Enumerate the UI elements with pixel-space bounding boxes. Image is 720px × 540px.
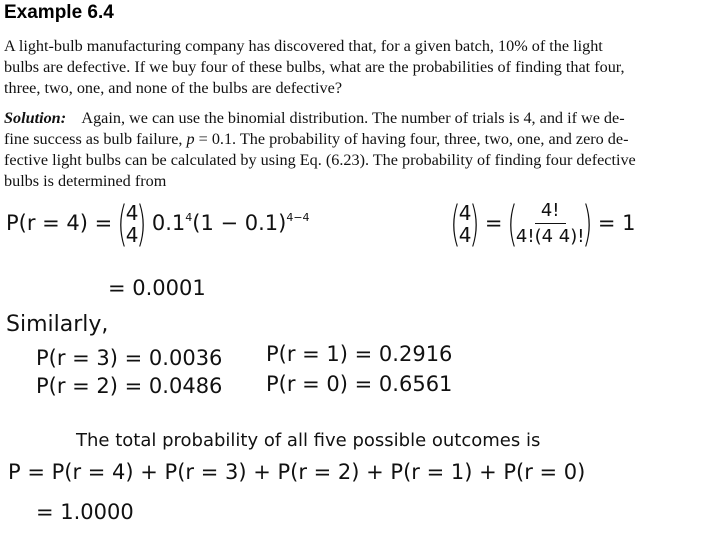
equation-p4-result: = 0.0001	[108, 276, 206, 300]
equals-sign: =	[484, 211, 503, 235]
binom-bottom: 4	[125, 223, 139, 247]
right-paren: )	[469, 196, 480, 252]
solution-line-3: fective light bulbs can be calculated by using Eq. (6.23). The probability of finding four defective	[4, 151, 636, 169]
equation-binomial-eval	[450, 196, 636, 252]
fraction-numerator: 4!	[535, 200, 566, 224]
right-paren: )	[582, 196, 594, 252]
prob-r2: P(r = 2) = 0.0486	[36, 374, 223, 398]
solution-line-2	[4, 129, 636, 150]
left-paren: (	[117, 196, 128, 252]
prob-r1: P(r = 1) = 0.2916	[266, 342, 453, 366]
solution-text: = 0.1. The probability of having four, three, two, one, and zero de-	[194, 130, 629, 148]
solution-label: Solution:	[4, 109, 67, 127]
prob-r3: P(r = 3) = 0.0036	[36, 346, 223, 370]
problem-line: bulbs are defective. If we buy four of these bulbs, what are the probabilities of finding that four,	[4, 58, 625, 76]
similarly-label: Similarly,	[6, 312, 109, 337]
term-exponent: 4	[185, 211, 193, 224]
problem-line: A light-bulb manufacturing company has discovered that, for a given batch, 10% of the light	[4, 37, 603, 55]
equation-p4	[6, 196, 310, 252]
problem-line: three, two, one, and none of the bulbs are defective?	[4, 79, 343, 97]
solution-text: fine success as bulb failure,	[4, 130, 187, 148]
term-complement: (1 − 0.1)	[192, 211, 287, 235]
binom-bottom: 4	[458, 223, 472, 247]
fraction-denominator: 4!(4 4)!	[515, 226, 585, 247]
term: 0.1	[151, 211, 186, 235]
solution-line-1	[4, 108, 636, 129]
complement-exponent: 4−4	[286, 211, 310, 224]
right-paren: )	[136, 196, 147, 252]
problem-statement	[4, 36, 625, 99]
example-title: Example 6.4	[4, 2, 114, 23]
equation-rhs: = 1	[597, 211, 636, 235]
total-probability-equation: P = P(r = 4) + P(r = 3) + P(r = 2) + P(r = 1) + P(r = 0)	[8, 460, 586, 484]
left-paren: (	[507, 196, 518, 252]
binom-top: 4	[125, 201, 139, 225]
solution-paragraph	[4, 108, 636, 192]
solution-line-4: bulbs is determined from	[4, 172, 167, 190]
solution-text: Again, we can use the binomial distribution. The number of trials is 4, and if we de-	[81, 109, 625, 127]
factorial-fraction	[516, 200, 585, 248]
left-paren: (	[450, 196, 461, 252]
total-probability-result: = 1.0000	[36, 500, 134, 524]
prob-r0: P(r = 0) = 0.6561	[266, 372, 453, 396]
binom-top: 4	[458, 201, 472, 225]
p-symbol: p	[186, 130, 195, 148]
total-probability-text: The total probability of all five possible outcomes is	[76, 430, 541, 451]
equation-lhs: P(r = 4) =	[6, 211, 113, 235]
